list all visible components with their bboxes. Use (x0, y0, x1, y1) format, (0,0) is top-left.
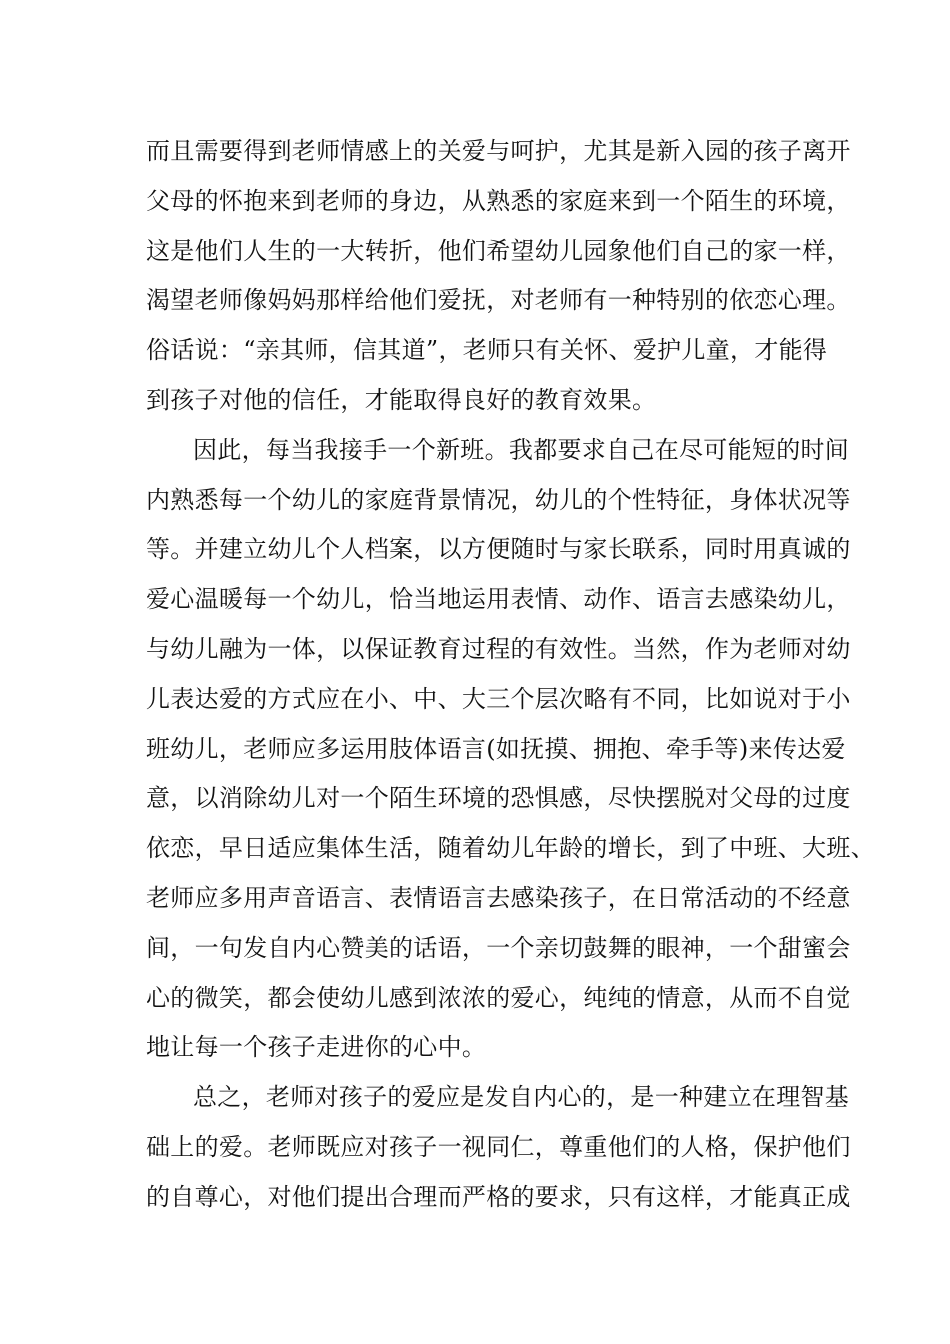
text-line: 等。并建立幼儿个人档案，以方便随时与家长联系，同时用真诚的 (146, 535, 851, 564)
text-line: 的自尊心，对他们提出合理而严格的要求，只有这样，才能真正成 (146, 1182, 851, 1211)
text-line: 爱心温暖每一个幼儿，恰当地运用表情、动作、语言去感染幼儿， (146, 585, 851, 614)
text-line: 与幼儿融为一体，以保证教育过程的有效性。当然，作为老师对幼 (146, 634, 851, 663)
paragraph-1 (146, 127, 851, 426)
text-line: 到孩子对他的信任，才能取得良好的教育效果。 (146, 385, 657, 414)
text-line: 意，以消除幼儿对一个陌生环境的恐惧感，尽快摆脱对父母的过度 (146, 784, 851, 813)
text-line: 内熟悉每一个幼儿的家庭背景情况，幼儿的个性特征，身体状况等 (146, 485, 851, 514)
text-line: 儿表达爱的方式应在小、中、大三个层次略有不同，比如说对于小 (146, 684, 851, 713)
text-line: 班幼儿，老师应多运用肢体语言(如抚摸、拥抱、牵手等)来传达爱 (146, 734, 846, 763)
text-line: 这是他们人生的一大转折，他们希望幼儿园象他们自己的家一样， (146, 236, 851, 265)
text-line: 而且需要得到老师情感上的关爱与呵护，尤其是新入园的孩子离开 (146, 137, 851, 165)
text-line: 俗话说：“亲其师，信其道”，老师只有关怀、爱护儿童，才能得 (146, 336, 828, 365)
text-line: 础上的爱。老师既应对孩子一视同仁，尊重他们的人格，保护他们 (146, 1132, 851, 1161)
text-line: 依恋，早日适应集体生活，随着幼儿年龄的增长，到了中班、大班、 (146, 834, 875, 863)
text-line: 渴望老师像妈妈那样给他们爱抚，对老师有一种特别的依恋心理。 (146, 286, 851, 315)
text-line: 因此，每当我接手一个新班。我都要求自己在尽可能短的时间 (193, 435, 850, 464)
text-line: 心的微笑，都会使幼儿感到浓浓的爱心，纯纯的情意，从而不自觉 (146, 983, 851, 1012)
text-line: 间，一句发自内心赞美的话语，一个亲切鼓舞的眼神，一个甜蜜会 (146, 933, 851, 962)
text-line: 地让每一个孩子走进你的心中。 (146, 1033, 487, 1062)
paragraph-3 (146, 1073, 851, 1222)
paragraph-2 (146, 426, 875, 1073)
text-line: 总之，老师对孩子的爱应是发自内心的，是一种建立在理智基 (193, 1083, 850, 1112)
text-line: 老师应多用声音语言、表情语言去感染孩子，在日常活动的不经意 (146, 883, 851, 912)
document-body (146, 127, 875, 1223)
text-line: 父母的怀抱来到老师的身边，从熟悉的家庭来到一个陌生的环境， (146, 186, 851, 215)
